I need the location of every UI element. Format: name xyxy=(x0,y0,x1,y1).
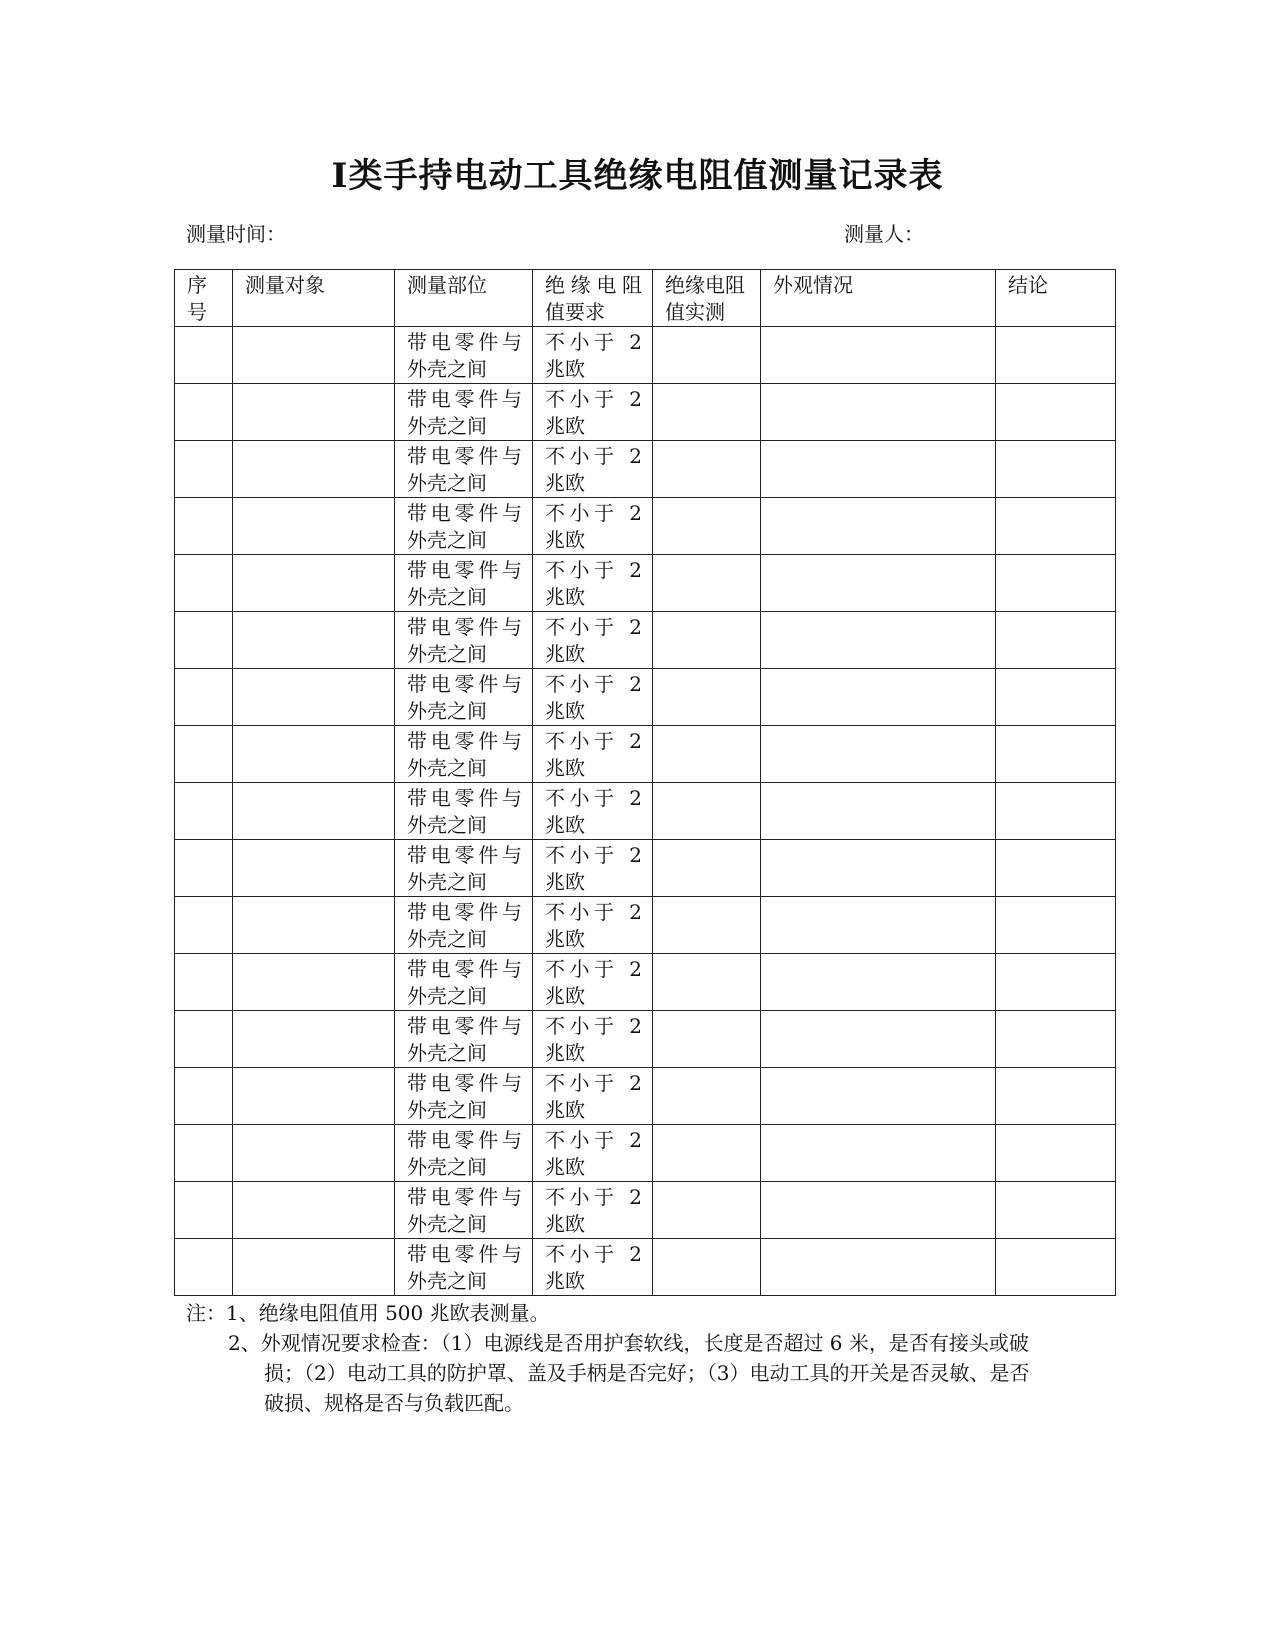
cell-location-line: 外壳之间 xyxy=(407,1212,487,1236)
cell-appearance[interactable] xyxy=(761,1011,996,1068)
cell-location-line: 带电零件与 xyxy=(407,900,522,924)
cell-seq[interactable] xyxy=(175,669,233,726)
cell-measured[interactable] xyxy=(653,1182,761,1239)
cell-object[interactable] xyxy=(233,327,395,384)
cell-requirement-line: 不小于 2 xyxy=(545,1242,642,1266)
measurer-label: 测量人： xyxy=(844,222,924,246)
cell-requirement-line: 兆欧 xyxy=(545,984,585,1008)
cell-requirement xyxy=(533,612,653,669)
cell-requirement-line: 不小于 2 xyxy=(545,444,642,468)
cell-appearance[interactable] xyxy=(761,441,996,498)
table-row xyxy=(175,555,1116,612)
cell-measured[interactable] xyxy=(653,441,761,498)
cell-conclusion[interactable] xyxy=(996,441,1116,498)
cell-requirement-line: 不小于 2 xyxy=(545,387,642,411)
note-line-3: 损；（2）电动工具的防护罩、盖及手柄是否完好；（3）电动工具的开关是否灵敏、是否 xyxy=(264,1361,1030,1385)
cell-appearance[interactable] xyxy=(761,1239,996,1296)
cell-object[interactable] xyxy=(233,1011,395,1068)
cell-location xyxy=(395,783,533,840)
cell-conclusion[interactable] xyxy=(996,1182,1116,1239)
cell-measured[interactable] xyxy=(653,1125,761,1182)
cell-requirement-line: 兆欧 xyxy=(545,1269,585,1293)
cell-location-line: 带电零件与 xyxy=(407,1014,522,1038)
cell-requirement-line: 兆欧 xyxy=(545,1098,585,1122)
cell-requirement xyxy=(533,441,653,498)
table-row xyxy=(175,498,1116,555)
cell-appearance[interactable] xyxy=(761,726,996,783)
table-row xyxy=(175,783,1116,840)
cell-conclusion[interactable] xyxy=(996,498,1116,555)
cell-requirement xyxy=(533,1182,653,1239)
header-appearance: 外观情况 xyxy=(761,270,996,327)
cell-appearance[interactable] xyxy=(761,669,996,726)
cell-measured[interactable] xyxy=(653,726,761,783)
cell-conclusion[interactable] xyxy=(996,783,1116,840)
cell-conclusion[interactable] xyxy=(996,669,1116,726)
cell-conclusion[interactable] xyxy=(996,327,1116,384)
header-row xyxy=(175,270,1116,327)
cell-location xyxy=(395,954,533,1011)
cell-conclusion[interactable] xyxy=(996,840,1116,897)
cell-location-line: 外壳之间 xyxy=(407,1269,487,1293)
cell-requirement-line: 不小于 2 xyxy=(545,843,642,867)
cell-requirement xyxy=(533,726,653,783)
header-object: 测量对象 xyxy=(233,270,395,327)
cell-appearance[interactable] xyxy=(761,783,996,840)
cell-measured[interactable] xyxy=(653,1068,761,1125)
record-table xyxy=(174,269,1116,1296)
header-measured-line: 绝缘电阻 xyxy=(665,273,745,297)
cell-measured[interactable] xyxy=(653,840,761,897)
cell-requirement-line: 不小于 2 xyxy=(545,615,642,639)
cell-appearance[interactable] xyxy=(761,1125,996,1182)
cell-location-line: 外壳之间 xyxy=(407,756,487,780)
cell-appearance[interactable] xyxy=(761,954,996,1011)
cell-object[interactable] xyxy=(233,1125,395,1182)
cell-requirement-line: 兆欧 xyxy=(545,1041,585,1065)
cell-requirement xyxy=(533,1239,653,1296)
cell-requirement xyxy=(533,555,653,612)
cell-object[interactable] xyxy=(233,1239,395,1296)
header-requirement-line: 绝缘电阻 xyxy=(545,273,642,297)
cell-location-line: 带电零件与 xyxy=(407,957,522,981)
header-seq-line: 序 xyxy=(187,273,207,297)
table-row xyxy=(175,441,1116,498)
cell-requirement-line: 兆欧 xyxy=(545,927,585,951)
cell-object[interactable] xyxy=(233,954,395,1011)
cell-measured[interactable] xyxy=(653,327,761,384)
cell-seq[interactable] xyxy=(175,555,233,612)
cell-conclusion[interactable] xyxy=(996,1011,1116,1068)
cell-requirement xyxy=(533,669,653,726)
table-row xyxy=(175,726,1116,783)
cell-measured[interactable] xyxy=(653,384,761,441)
cell-requirement xyxy=(533,840,653,897)
header-location: 测量部位 xyxy=(395,270,533,327)
cell-location xyxy=(395,384,533,441)
cell-location-line: 带电零件与 xyxy=(407,672,522,696)
cell-appearance[interactable] xyxy=(761,384,996,441)
page-title: Ⅰ类手持电动工具绝缘电阻值测量记录表 xyxy=(331,156,944,196)
cell-appearance[interactable] xyxy=(761,612,996,669)
cell-requirement-line: 兆欧 xyxy=(545,471,585,495)
cell-measured[interactable] xyxy=(653,783,761,840)
cell-conclusion[interactable] xyxy=(996,555,1116,612)
header-requirement xyxy=(533,270,653,327)
cell-location-line: 外壳之间 xyxy=(407,699,487,723)
cell-location xyxy=(395,669,533,726)
cell-seq[interactable] xyxy=(175,897,233,954)
cell-requirement-line: 兆欧 xyxy=(545,414,585,438)
cell-location xyxy=(395,327,533,384)
cell-object[interactable] xyxy=(233,441,395,498)
cell-object[interactable] xyxy=(233,726,395,783)
cell-location-line: 带电零件与 xyxy=(407,1185,522,1209)
cell-requirement xyxy=(533,1125,653,1182)
cell-requirement xyxy=(533,1068,653,1125)
cell-requirement-line: 兆欧 xyxy=(545,699,585,723)
cell-requirement-line: 不小于 2 xyxy=(545,957,642,981)
cell-object[interactable] xyxy=(233,840,395,897)
cell-seq[interactable] xyxy=(175,441,233,498)
cell-location-line: 外壳之间 xyxy=(407,1155,487,1179)
cell-location xyxy=(395,1011,533,1068)
cell-requirement-line: 兆欧 xyxy=(545,642,585,666)
cell-appearance[interactable] xyxy=(761,1182,996,1239)
cell-seq[interactable] xyxy=(175,783,233,840)
cell-location-line: 外壳之间 xyxy=(407,927,487,951)
cell-requirement-line: 不小于 2 xyxy=(545,672,642,696)
cell-requirement-line: 不小于 2 xyxy=(545,729,642,753)
cell-location-line: 带电零件与 xyxy=(407,729,522,753)
header-measured xyxy=(653,270,761,327)
cell-location xyxy=(395,612,533,669)
cell-requirement-line: 兆欧 xyxy=(545,813,585,837)
cell-requirement-line: 不小于 2 xyxy=(545,558,642,582)
cell-measured[interactable] xyxy=(653,612,761,669)
table-row xyxy=(175,840,1116,897)
cell-requirement-line: 不小于 2 xyxy=(545,1014,642,1038)
cell-requirement xyxy=(533,498,653,555)
note-line-2: 2、外观情况要求检查：（1）电源线是否用护套软线，长度是否超过 6 米，是否有接头或破 xyxy=(228,1331,1029,1355)
cell-appearance[interactable] xyxy=(761,555,996,612)
cell-location-line: 带电零件与 xyxy=(407,786,522,810)
cell-object[interactable] xyxy=(233,555,395,612)
table-row xyxy=(175,1125,1116,1182)
cell-conclusion[interactable] xyxy=(996,1239,1116,1296)
table-row xyxy=(175,897,1116,954)
cell-seq[interactable] xyxy=(175,1068,233,1125)
header-conclusion: 结论 xyxy=(996,270,1116,327)
cell-seq[interactable] xyxy=(175,1125,233,1182)
cell-requirement-line: 不小于 2 xyxy=(545,786,642,810)
cell-location-line: 带电零件与 xyxy=(407,843,522,867)
cell-requirement-line: 不小于 2 xyxy=(545,1128,642,1152)
cell-seq[interactable] xyxy=(175,840,233,897)
cell-location-line: 带电零件与 xyxy=(407,330,522,354)
table-row xyxy=(175,1011,1116,1068)
cell-location xyxy=(395,726,533,783)
cell-object[interactable] xyxy=(233,783,395,840)
cell-location-line: 外壳之间 xyxy=(407,414,487,438)
header-measured-line: 值实测 xyxy=(665,300,725,324)
cell-location-line: 外壳之间 xyxy=(407,984,487,1008)
cell-requirement-line: 不小于 2 xyxy=(545,900,642,924)
cell-location xyxy=(395,498,533,555)
cell-object[interactable] xyxy=(233,384,395,441)
cell-location-line: 外壳之间 xyxy=(407,357,487,381)
cell-conclusion[interactable] xyxy=(996,954,1116,1011)
cell-requirement-line: 兆欧 xyxy=(545,870,585,894)
cell-appearance[interactable] xyxy=(761,897,996,954)
cell-requirement xyxy=(533,954,653,1011)
header-requirement-line: 值要求 xyxy=(545,300,605,324)
cell-location-line: 带电零件与 xyxy=(407,558,522,582)
cell-location-line: 带电零件与 xyxy=(407,615,522,639)
cell-requirement-line: 兆欧 xyxy=(545,1212,585,1236)
cell-location-line: 外壳之间 xyxy=(407,1098,487,1122)
cell-object[interactable] xyxy=(233,612,395,669)
cell-appearance[interactable] xyxy=(761,840,996,897)
cell-object[interactable] xyxy=(233,669,395,726)
measure-time-label: 测量时间： xyxy=(186,222,286,246)
table-row xyxy=(175,612,1116,669)
table-row xyxy=(175,669,1116,726)
cell-location xyxy=(395,1239,533,1296)
cell-seq[interactable] xyxy=(175,954,233,1011)
cell-location-line: 外壳之间 xyxy=(407,585,487,609)
cell-requirement xyxy=(533,1011,653,1068)
cell-appearance[interactable] xyxy=(761,1068,996,1125)
cell-requirement-line: 不小于 2 xyxy=(545,1071,642,1095)
table-row xyxy=(175,1239,1116,1296)
cell-requirement-line: 兆欧 xyxy=(545,756,585,780)
cell-measured[interactable] xyxy=(653,555,761,612)
cell-measured[interactable] xyxy=(653,897,761,954)
cell-measured[interactable] xyxy=(653,954,761,1011)
cell-requirement-line: 兆欧 xyxy=(545,357,585,381)
table-row xyxy=(175,327,1116,384)
cell-location-line: 外壳之间 xyxy=(407,1041,487,1065)
cell-seq[interactable] xyxy=(175,1182,233,1239)
cell-location xyxy=(395,441,533,498)
cell-measured[interactable] xyxy=(653,1011,761,1068)
cell-conclusion[interactable] xyxy=(996,384,1116,441)
cell-requirement xyxy=(533,384,653,441)
cell-requirement-line: 不小于 2 xyxy=(545,330,642,354)
cell-location-line: 外壳之间 xyxy=(407,528,487,552)
cell-requirement xyxy=(533,327,653,384)
cell-conclusion[interactable] xyxy=(996,726,1116,783)
table-body xyxy=(175,327,1116,1296)
cell-conclusion[interactable] xyxy=(996,612,1116,669)
table-header xyxy=(175,270,1116,327)
cell-object[interactable] xyxy=(233,897,395,954)
cell-requirement-line: 兆欧 xyxy=(545,1155,585,1179)
header-seq-line: 号 xyxy=(187,300,207,324)
cell-location-line: 外壳之间 xyxy=(407,870,487,894)
cell-seq[interactable] xyxy=(175,1239,233,1296)
cell-measured[interactable] xyxy=(653,498,761,555)
cell-location-line: 外壳之间 xyxy=(407,642,487,666)
cell-seq[interactable] xyxy=(175,498,233,555)
cell-requirement-line: 不小于 2 xyxy=(545,1185,642,1209)
cell-object[interactable] xyxy=(233,498,395,555)
cell-location-line: 带电零件与 xyxy=(407,1242,522,1266)
cell-requirement-line: 兆欧 xyxy=(545,528,585,552)
cell-seq[interactable] xyxy=(175,612,233,669)
note-line-4: 破损、规格是否与负载匹配。 xyxy=(264,1391,524,1415)
cell-location-line: 带电零件与 xyxy=(407,501,522,525)
cell-location xyxy=(395,1182,533,1239)
cell-requirement xyxy=(533,897,653,954)
cell-location-line: 带电零件与 xyxy=(407,387,522,411)
cell-location xyxy=(395,897,533,954)
table-row xyxy=(175,1182,1116,1239)
cell-seq[interactable] xyxy=(175,1011,233,1068)
cell-location-line: 带电零件与 xyxy=(407,444,522,468)
table-row xyxy=(175,954,1116,1011)
cell-location xyxy=(395,1125,533,1182)
cell-location-line: 外壳之间 xyxy=(407,813,487,837)
table-row xyxy=(175,1068,1116,1125)
cell-location xyxy=(395,555,533,612)
cell-location xyxy=(395,840,533,897)
cell-measured[interactable] xyxy=(653,669,761,726)
cell-object[interactable] xyxy=(233,1068,395,1125)
cell-seq[interactable] xyxy=(175,726,233,783)
cell-measured[interactable] xyxy=(653,1239,761,1296)
cell-location xyxy=(395,1068,533,1125)
cell-requirement xyxy=(533,783,653,840)
cell-seq[interactable] xyxy=(175,384,233,441)
cell-requirement-line: 不小于 2 xyxy=(545,501,642,525)
cell-location-line: 外壳之间 xyxy=(407,471,487,495)
cell-requirement-line: 兆欧 xyxy=(545,585,585,609)
cell-seq[interactable] xyxy=(175,327,233,384)
cell-location-line: 带电零件与 xyxy=(407,1128,522,1152)
table-row xyxy=(175,384,1116,441)
cell-conclusion[interactable] xyxy=(996,1068,1116,1125)
cell-appearance[interactable] xyxy=(761,498,996,555)
cell-conclusion[interactable] xyxy=(996,1125,1116,1182)
cell-conclusion[interactable] xyxy=(996,897,1116,954)
cell-appearance[interactable] xyxy=(761,327,996,384)
notes xyxy=(186,1298,1086,1418)
note-line-1: 注：1、绝缘电阻值用 500 兆欧表测量。 xyxy=(186,1301,550,1325)
header-seq xyxy=(175,270,233,327)
cell-object[interactable] xyxy=(233,1182,395,1239)
cell-location-line: 带电零件与 xyxy=(407,1071,522,1095)
